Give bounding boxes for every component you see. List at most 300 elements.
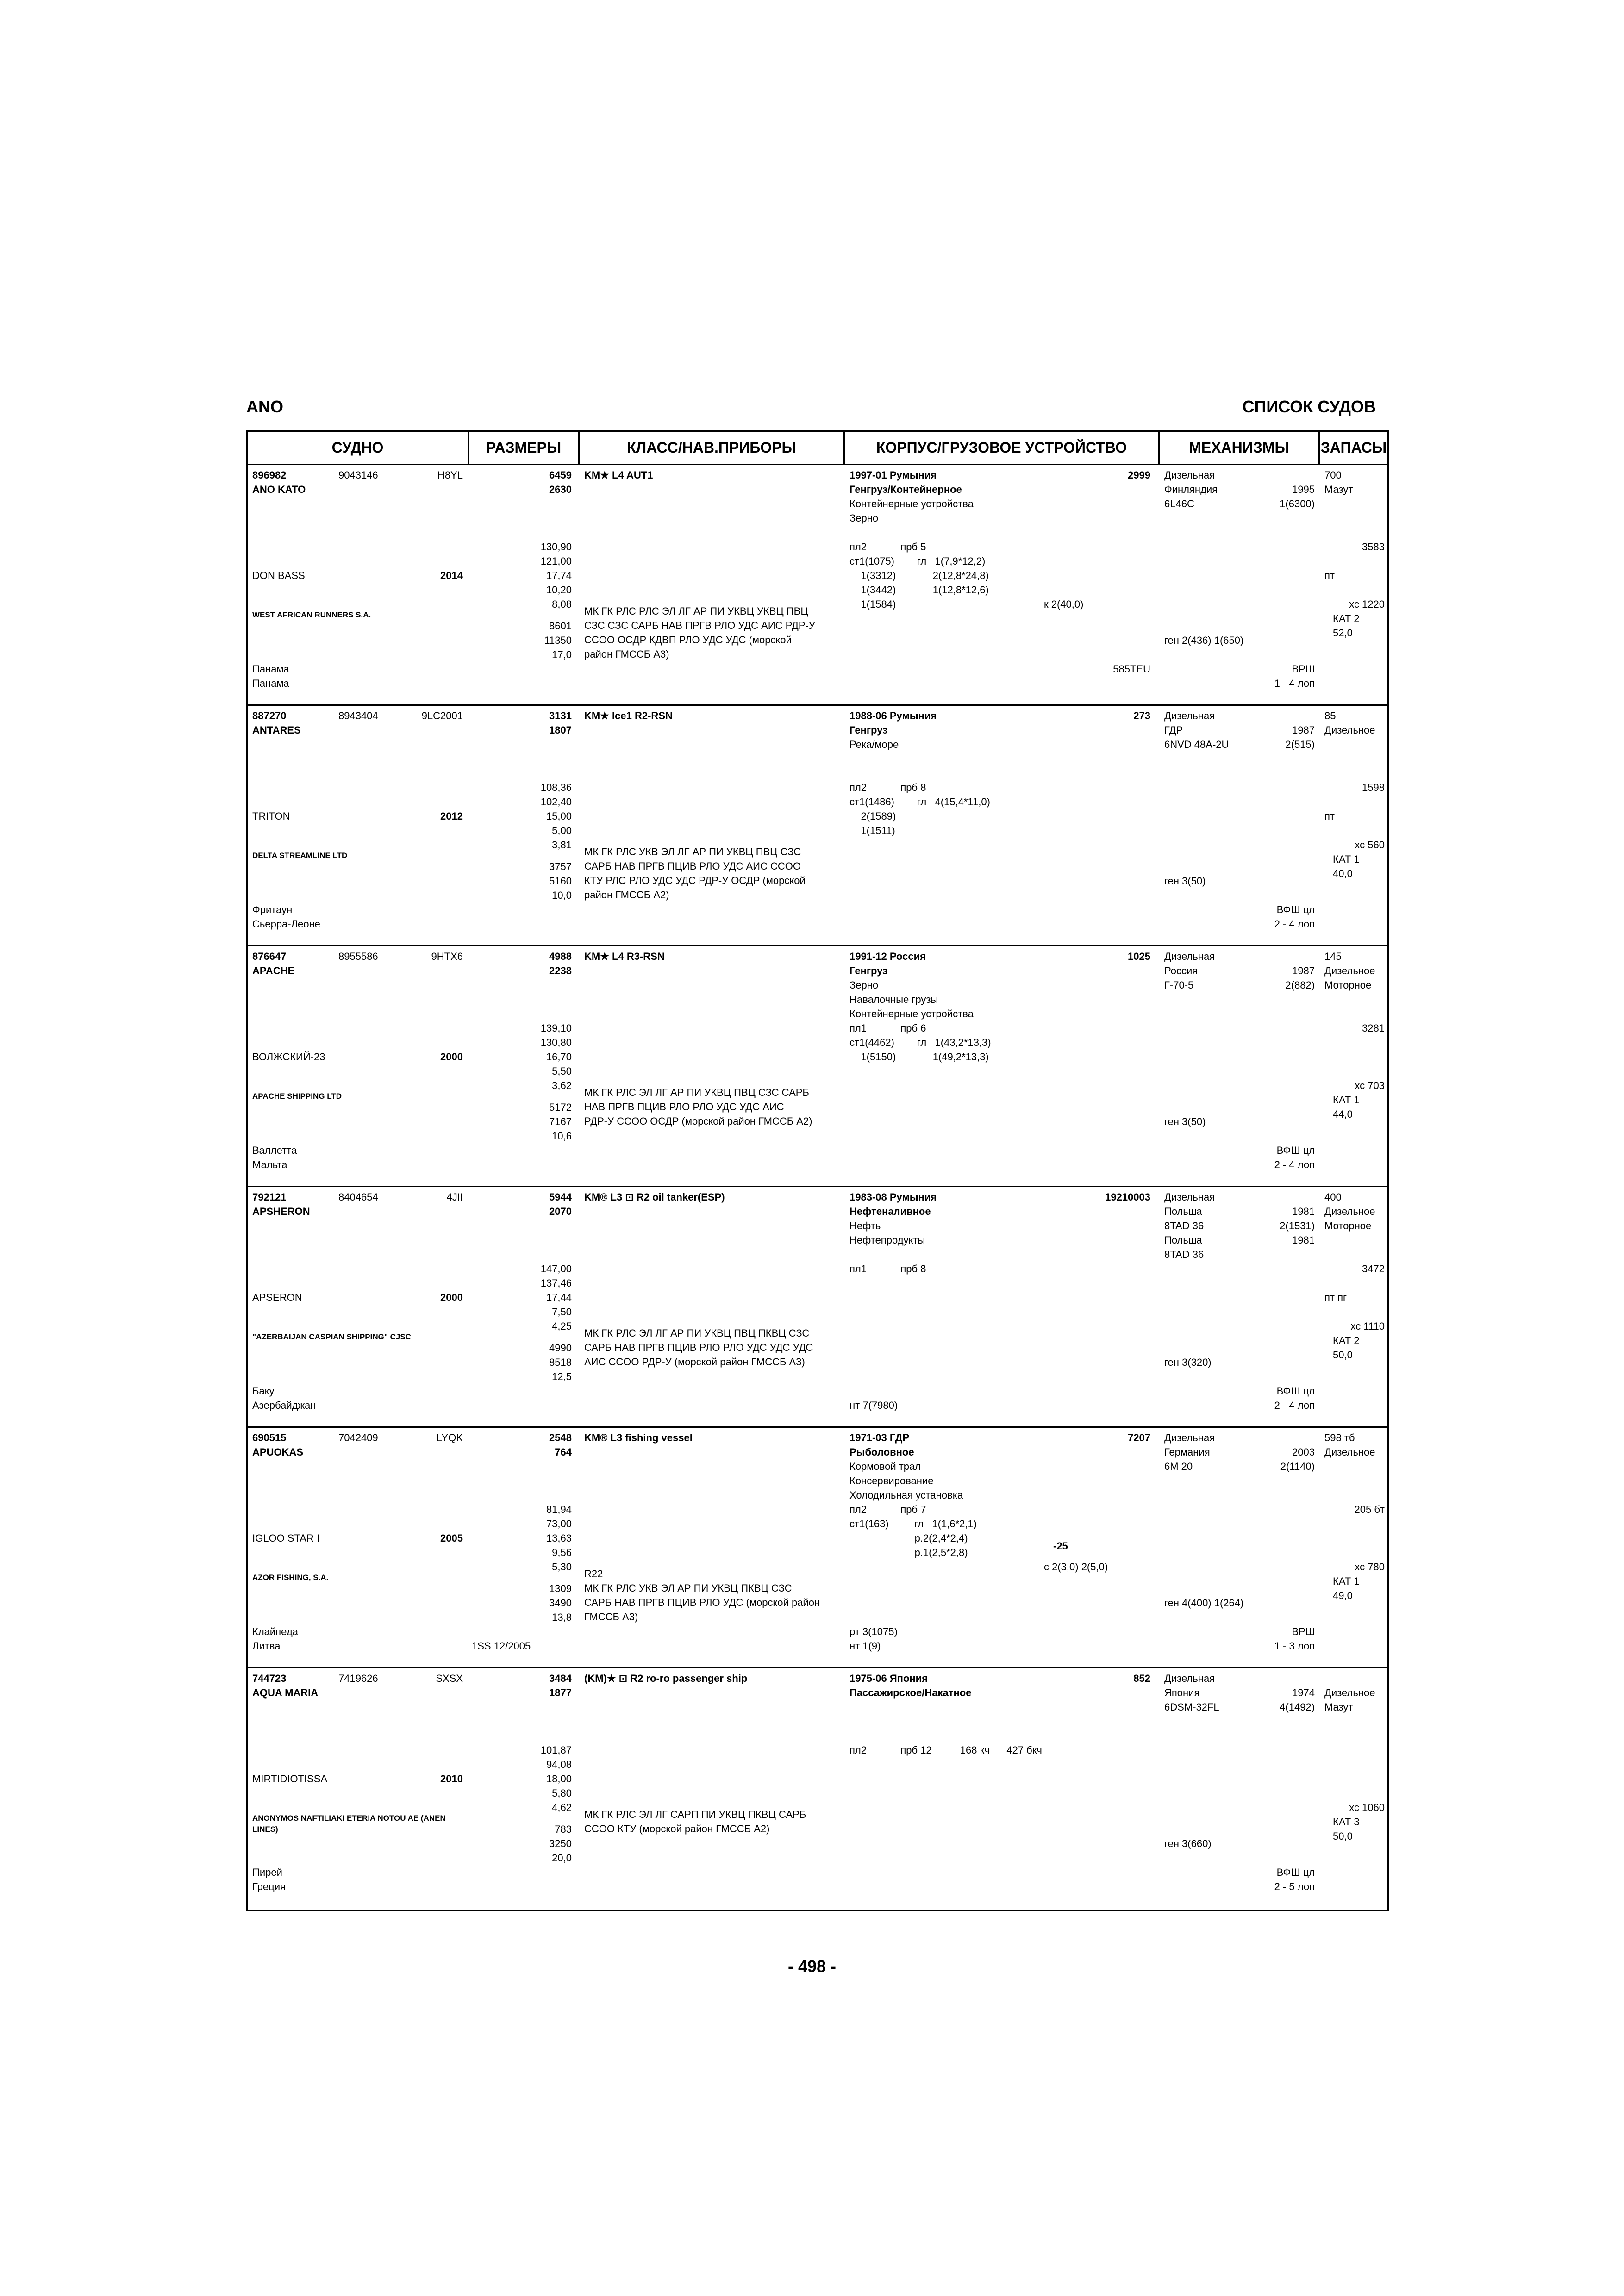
draught: 5,30 xyxy=(552,1561,572,1573)
flag-state: Литва xyxy=(252,1640,281,1652)
fuel-type: Мазут xyxy=(1324,484,1353,495)
port-of-registry: Валлетта xyxy=(252,1145,297,1156)
deadweight: 4990 xyxy=(549,1342,572,1354)
build-date-country: 1988-06 Румыния xyxy=(849,710,937,722)
category: КАТ 1 xyxy=(1333,1575,1360,1587)
pump-codes: пт xyxy=(1324,810,1335,822)
ship-owner: DELTA STREAMLINE LTD xyxy=(252,851,348,860)
former-name: APSERON xyxy=(252,1292,302,1303)
nav-equipment-line: САРБ НАВ ПРГВ ПЦИВ РЛО УДС АИС СCОО xyxy=(584,860,801,872)
displacement: 7167 xyxy=(549,1116,572,1127)
nav-equipment xyxy=(584,1085,812,1128)
nav-equipment-line: АИС СCОО РДР-У (морской район ГМССБ А3) xyxy=(584,1356,805,1368)
reg-number: 896982 xyxy=(252,469,287,481)
cargo-extra: -25 xyxy=(1053,1540,1068,1552)
cargo-holds-line: пл2 прб 12 168 кч 427 бкч xyxy=(849,1744,1042,1756)
hull-type-line: Река/море xyxy=(849,739,899,750)
cargo-holds-line: р.2(2,4*2,4) xyxy=(849,1532,968,1544)
cargo-holds-line: 1(3442) 1(12,8*12,6) xyxy=(849,584,989,596)
category-value: 49,0 xyxy=(1333,1590,1353,1601)
gross-tonnage: 3484 xyxy=(549,1673,572,1684)
engine-type: Дизельная xyxy=(1164,469,1215,481)
engine-model: 6L46C xyxy=(1164,498,1194,510)
yard-number: 273 xyxy=(1133,710,1150,722)
engine-type: Дизельная xyxy=(1164,1673,1215,1684)
ship-owner: APACHE SHIPPING LTD xyxy=(252,1092,342,1101)
nav-equipment-line: СЗС СЗС САРБ НАВ ПРГВ РЛО УДС АИС РДР-У xyxy=(584,620,815,631)
net-tonnage: 2070 xyxy=(549,1206,572,1217)
col-header-ship: СУДНО xyxy=(248,432,469,465)
breadth: 15,00 xyxy=(546,810,572,822)
displacement: 5160 xyxy=(549,875,572,887)
hull-type-line: Зерно xyxy=(849,512,879,524)
port-of-registry: Клайпеда xyxy=(252,1626,298,1637)
hull-type xyxy=(849,964,974,1021)
refrigeration: хс 1220 xyxy=(1349,598,1385,610)
reg-number: 690515 xyxy=(252,1432,287,1444)
propeller: ВРШ xyxy=(1292,663,1315,675)
ship-name: AQUA MARIA xyxy=(252,1687,319,1699)
hull-type xyxy=(849,723,899,752)
propeller: ВФШ цл xyxy=(1276,1145,1315,1156)
hull-type-line: Пассажирское/Накатное xyxy=(849,1687,972,1699)
length-pp: 102,40 xyxy=(540,796,572,808)
cargo-holds xyxy=(849,1502,977,1560)
supply-capacity: 3583 xyxy=(1362,541,1385,553)
propeller-blades: 2 - 4 лоп xyxy=(1274,918,1315,930)
engine-model: 6M 20 xyxy=(1164,1461,1193,1472)
supply-capacity: 3281 xyxy=(1362,1022,1385,1034)
imo-number: 8955586 xyxy=(338,951,378,962)
nav-equipment-line: СCОО ОСДР КДВП РЛО УДС УДС (морской xyxy=(584,634,792,646)
former-name-year: 2005 xyxy=(440,1532,463,1544)
cargo-footer-2: нт 1(9) xyxy=(849,1640,881,1652)
reg-number: 887270 xyxy=(252,710,287,722)
yard-number: 7207 xyxy=(1128,1432,1150,1444)
speed: 13,8 xyxy=(552,1612,572,1623)
gross-tonnage: 4988 xyxy=(549,951,572,962)
hull-type-line: Контейнерные устройства xyxy=(849,1008,974,1020)
ship-owner: AZOR FISHING, S.A. xyxy=(252,1573,329,1582)
cargo-holds-line: 1(1511) xyxy=(849,825,895,836)
depth: 5,80 xyxy=(552,1787,572,1799)
breadth: 16,70 xyxy=(546,1051,572,1063)
category: КАТ 1 xyxy=(1333,1094,1360,1106)
imo-number: 9043146 xyxy=(338,469,378,481)
engine-year: 1995 xyxy=(1292,484,1315,495)
former-name-year: 2000 xyxy=(440,1292,463,1303)
fuel-amount: 598 тб xyxy=(1324,1432,1355,1444)
build-date-country: 1975-06 Япония xyxy=(849,1673,928,1684)
net-tonnage: 1807 xyxy=(549,724,572,736)
fuel-type: Дизельное xyxy=(1324,724,1375,736)
engine2-country: Польша xyxy=(1164,1234,1202,1246)
nav-equipment-line: САРБ НАВ ПРГВ ПЦИВ РЛО РЛО УДС УДС УДС xyxy=(584,1342,813,1353)
imo-number: 7042409 xyxy=(338,1432,378,1444)
propeller-blades: 2 - 4 лоп xyxy=(1274,1400,1315,1411)
cargo-holds-line: р.1(2,5*2,8) xyxy=(849,1547,968,1558)
engine-year: 2003 xyxy=(1292,1446,1315,1458)
hull-type-line: Нефтеналивное xyxy=(849,1206,931,1217)
cargo-footer-2: нт 7(7980) xyxy=(849,1400,898,1411)
reg-number: 792121 xyxy=(252,1191,287,1203)
call-sign: 4JII xyxy=(446,1191,463,1203)
length-pp: 121,00 xyxy=(540,555,572,567)
cargo-holds xyxy=(849,780,990,838)
cargo-holds-line: ст1(163) гл 1(1,6*2,1) xyxy=(849,1518,977,1530)
nav-equipment-line: НАВ ПРГВ ПЦИВ РЛО РЛО УДС УДС АИС xyxy=(584,1101,784,1113)
fuel-type-2: Моторное xyxy=(1324,979,1372,991)
length-overall: 101,87 xyxy=(540,1744,572,1756)
class-notation: KM® L3 ⊡ R2 oil tanker(ESP) xyxy=(584,1191,725,1203)
displacement: 3250 xyxy=(549,1838,572,1849)
hull-type-line: Навалочные грузы xyxy=(849,994,938,1005)
class-notation: KM★ L4 AUT1 xyxy=(584,469,653,481)
deadweight: 3757 xyxy=(549,861,572,872)
flag-state: Мальта xyxy=(252,1159,287,1170)
nav-equipment-line: МК ГК РЛС ЭЛ ЛГ САРП ПИ УКВЦ ПКВЦ САРБ xyxy=(584,1809,806,1820)
draught: 8,08 xyxy=(552,598,572,610)
engine-type: Дизельная xyxy=(1164,951,1215,962)
port-of-registry: Панама xyxy=(252,663,289,675)
ship-owner: "AZERBAIJAN CASPIAN SHIPPING" CJSC xyxy=(252,1332,411,1341)
former-name: IGLOO STAR I xyxy=(252,1532,320,1544)
cargo-holds-line: ст1(4462) гл 1(43,2*13,3) xyxy=(849,1037,991,1048)
nav-equipment-line: МК ГК РЛС ЭЛ ЛГ АР ПИ УКВЦ ПВЦ ПКВЦ СЗС xyxy=(584,1327,810,1339)
fuel-type: Дизельное xyxy=(1324,1687,1375,1699)
net-tonnage: 2630 xyxy=(549,484,572,495)
former-name: MIRTIDIOTISSA xyxy=(252,1773,328,1785)
supply-capacity: 205 бт xyxy=(1354,1504,1385,1515)
ship-record xyxy=(248,1428,1387,1668)
depth: 5,00 xyxy=(552,825,572,836)
propeller: ВФШ цл xyxy=(1276,1385,1315,1397)
generators: ген 3(50) xyxy=(1164,1116,1206,1127)
class-notation: KM® L3 fishing vessel xyxy=(584,1432,693,1444)
ship-name: APUOKAS xyxy=(252,1446,304,1458)
build-date-country: 1983-08 Румыния xyxy=(849,1191,937,1203)
engine-model: 8TAD 36 xyxy=(1164,1220,1204,1232)
build-date-country: 1991-12 Россия xyxy=(849,951,926,962)
fuel-amount: 400 xyxy=(1324,1191,1342,1203)
engine-type: Дизельная xyxy=(1164,710,1215,722)
former-name: TRITON xyxy=(252,810,290,822)
cargo-holds xyxy=(849,1262,926,1276)
nav-equipment-line: МК ГК РЛС УКВ ЭЛ АР ПИ УКВЦ ПКВЦ СЗС xyxy=(584,1582,792,1594)
generators: ген 4(400) 1(264) xyxy=(1164,1597,1244,1609)
fuel-amount: 85 xyxy=(1324,710,1336,722)
engine-type: Дизельная xyxy=(1164,1191,1215,1203)
nav-equipment-line: МК ГК РЛС РЛС ЭЛ ЛГ АР ПИ УКВЦ УКВЦ ПВЦ xyxy=(584,605,808,617)
hull-type-line: Генгруз xyxy=(849,965,888,977)
fuel-type: Дизельное xyxy=(1324,1206,1375,1217)
col-header-machinery: МЕХАНИЗМЫ xyxy=(1160,432,1320,465)
fuel-amount: 700 xyxy=(1324,469,1342,481)
hull-type xyxy=(849,1204,931,1247)
net-tonnage: 1877 xyxy=(549,1687,572,1699)
class-notation: (KM)★ ⊡ R2 ro-ro passenger ship xyxy=(584,1673,748,1684)
category: КАТ 1 xyxy=(1333,853,1360,865)
generators: ген 3(660) xyxy=(1164,1838,1212,1849)
refrigeration: хс 1110 xyxy=(1350,1320,1385,1332)
page-number: - 498 - xyxy=(787,1957,837,1976)
cargo-holds-line: 1(5150) 1(49,2*13,3) xyxy=(849,1051,989,1063)
hull-type xyxy=(849,1686,971,1700)
col-header-class: КЛАСС/НАВ.ПРИБОРЫ xyxy=(580,432,845,465)
gross-tonnage: 6459 xyxy=(549,469,572,481)
engine-country: Германия xyxy=(1164,1446,1210,1458)
length-pp: 130,80 xyxy=(540,1037,572,1048)
hull-type-line: Консервирование xyxy=(849,1475,934,1487)
cargo-holds xyxy=(849,1021,991,1064)
nav-equipment-line: район ГМССБ А3) xyxy=(584,648,669,660)
deadweight: 783 xyxy=(555,1823,572,1835)
cargo-holds-line: пл2 прб 7 xyxy=(849,1504,926,1515)
draught: 3,62 xyxy=(552,1080,572,1091)
cargo-holds-line: ст1(1075) гл 1(7,9*12,2) xyxy=(849,555,986,567)
generators: ген 3(320) xyxy=(1164,1356,1212,1368)
cargo-holds-line: 1(3312) 2(12,8*24,8) xyxy=(849,570,989,581)
refrigeration: хс 560 xyxy=(1355,839,1385,851)
engine-power: 1(6300) xyxy=(1280,498,1315,510)
category-value: 50,0 xyxy=(1333,1349,1353,1361)
class-notation: KM★ Ice1 R2-RSN xyxy=(584,710,673,722)
col-header-supplies: ЗАПАСЫ xyxy=(1320,432,1387,465)
hull-type-line: Холодильная установка xyxy=(849,1489,963,1501)
running-header-right: СПИСОК СУДОВ xyxy=(1242,397,1376,416)
hull-type xyxy=(849,1445,963,1502)
gross-tonnage: 2548 xyxy=(549,1432,572,1444)
cargo-holds-line: 2(1589) xyxy=(849,810,896,822)
former-name-year: 2012 xyxy=(440,810,463,822)
nav-equipment-line: РДР-У СCОО ОСДР (морской район ГМССБ А2) xyxy=(584,1115,812,1127)
fuel-type-2: Моторное xyxy=(1324,1220,1372,1232)
net-tonnage: 2238 xyxy=(549,965,572,977)
length-overall: 147,00 xyxy=(540,1263,572,1275)
nav-equipment xyxy=(584,604,815,661)
supply-capacity: 3472 xyxy=(1362,1263,1385,1275)
ship-name: ANO KATO xyxy=(252,484,306,495)
hull-type-line: Рыболовное xyxy=(849,1446,914,1458)
depth: 9,56 xyxy=(552,1547,572,1558)
speed: 17,0 xyxy=(552,649,572,660)
reg-number: 876647 xyxy=(252,951,287,962)
engine-year: 1974 xyxy=(1292,1687,1315,1699)
build-date-country: 1971-03 ГДР xyxy=(849,1432,910,1444)
engine-model: 6NVD 48A-2U xyxy=(1164,739,1229,750)
port-of-registry: Пирей xyxy=(252,1867,282,1878)
former-name-year: 2014 xyxy=(440,570,463,581)
length-pp: 73,00 xyxy=(546,1518,572,1530)
propeller: ВФШ цл xyxy=(1276,1867,1315,1878)
cargo-footer-1: рт 3(1075) xyxy=(849,1626,898,1637)
speed: 10,6 xyxy=(552,1130,572,1142)
length-overall: 81,94 xyxy=(546,1504,572,1515)
pump-codes: пт xyxy=(1324,570,1335,581)
imo-number: 7419626 xyxy=(338,1673,378,1684)
engine2-model: 8TAD 36 xyxy=(1164,1249,1204,1260)
port-of-registry: Фритаун xyxy=(252,904,293,915)
length-overall: 130,90 xyxy=(540,541,572,553)
former-name-year: 2010 xyxy=(440,1773,463,1785)
engine2-year: 1981 xyxy=(1292,1234,1315,1246)
speed: 20,0 xyxy=(552,1852,572,1864)
engine-country: ГДР xyxy=(1164,724,1183,736)
propeller-blades: 2 - 5 лоп xyxy=(1274,1881,1315,1892)
yard-number: 852 xyxy=(1133,1673,1150,1684)
breadth: 17,74 xyxy=(546,570,572,581)
hull-type-line: Контейнерные устройства xyxy=(849,498,974,510)
teu-capacity: 585TEU xyxy=(1113,663,1150,675)
engine-year: 1987 xyxy=(1292,724,1315,736)
fuel-type: Дизельное xyxy=(1324,1446,1375,1458)
col-header-hull: КОРПУС/ГРУЗОВОЕ УСТРОЙСТВО xyxy=(845,432,1160,465)
engine-year: 1987 xyxy=(1292,965,1315,977)
propeller-blades: 1 - 3 лоп xyxy=(1274,1640,1315,1652)
speed: 12,5 xyxy=(552,1371,572,1382)
engine-power: 2(882) xyxy=(1285,979,1315,991)
ship-record xyxy=(248,706,1387,946)
category-value: 52,0 xyxy=(1333,627,1353,639)
call-sign: LYQK xyxy=(436,1432,463,1444)
engine-year: 1981 xyxy=(1292,1206,1315,1217)
engine-country: Япония xyxy=(1164,1687,1200,1699)
cargo-holds-line: ст1(1486) гл 4(15,4*11,0) xyxy=(849,796,990,808)
port-of-registry: Баку xyxy=(252,1385,275,1397)
former-name-year: 2000 xyxy=(440,1051,463,1063)
length-overall: 108,36 xyxy=(540,782,572,793)
hull-type xyxy=(849,482,974,525)
speed: 10,0 xyxy=(552,890,572,901)
cranes: к 2(40,0) xyxy=(1044,598,1084,610)
ship-owner: ANONYMOS NAFTILIAKI ETERIA NOTOU AE (ANEN LINES) xyxy=(252,1814,446,1834)
ship-name: APSHERON xyxy=(252,1206,310,1217)
reg-number: 744723 xyxy=(252,1673,287,1684)
depth: 5,50 xyxy=(552,1065,572,1077)
deadweight: 8601 xyxy=(549,620,572,632)
hull-type-line: Нефть xyxy=(849,1220,881,1232)
nav-equipment-line: ГМССБ А3) xyxy=(584,1611,638,1623)
nav-equipment-line: МК ГК РЛС ЭЛ ЛГ АР ПИ УКВЦ ПВЦ СЗС САРБ xyxy=(584,1087,809,1098)
cargo-holds-line: пл1 прб 8 xyxy=(849,1263,926,1275)
call-sign: SXSX xyxy=(436,1673,463,1684)
flag-state: Панама xyxy=(252,678,289,689)
fuel-type-2: Мазут xyxy=(1324,1701,1353,1713)
call-sign: 9LC2001 xyxy=(421,710,463,722)
propeller: ВФШ цл xyxy=(1276,904,1315,915)
engine-power: 4(1492) xyxy=(1280,1701,1315,1713)
propeller-blades: 1 - 4 лоп xyxy=(1274,678,1315,689)
ship-register-table xyxy=(246,430,1389,1911)
call-sign: H8YL xyxy=(437,469,463,481)
hull-type-line: Зерно xyxy=(849,979,879,991)
deadweight: 5172 xyxy=(549,1101,572,1113)
col-header-dimensions: РАЗМЕРЫ xyxy=(469,432,580,465)
ship-record xyxy=(248,1668,1387,1910)
pump-codes: пт пг xyxy=(1324,1292,1347,1303)
length-overall: 139,10 xyxy=(540,1022,572,1034)
yard-number: 2999 xyxy=(1128,469,1150,481)
category: КАТ 2 xyxy=(1333,1335,1360,1346)
hull-type-line: Кормовой трал xyxy=(849,1461,921,1472)
category: КАТ 3 xyxy=(1333,1816,1360,1828)
fuel-type: Дизельное xyxy=(1324,965,1375,977)
cargo-holds xyxy=(849,1743,1042,1757)
hull-type-line: Нефтепродукты xyxy=(849,1234,925,1246)
nav-equipment xyxy=(584,1326,813,1369)
nav-equipment-line: район ГМССБ А2) xyxy=(584,889,669,901)
nav-equipment xyxy=(584,845,806,902)
supply-capacity: 1598 xyxy=(1362,782,1385,793)
yard-number: 1025 xyxy=(1128,951,1150,962)
displacement: 11350 xyxy=(544,635,572,646)
gross-tonnage: 5944 xyxy=(549,1191,572,1203)
imo-number: 8404654 xyxy=(338,1191,378,1203)
cargo-holds-line: пл2 прб 8 xyxy=(849,782,926,793)
flag-state: Азербайджан xyxy=(252,1400,316,1411)
ship-name: APACHE xyxy=(252,965,295,977)
depth: 7,50 xyxy=(552,1306,572,1318)
former-name: ВОЛЖСКИЙ-23 xyxy=(252,1051,325,1063)
build-date-country: 1997-01 Румыния xyxy=(849,469,937,481)
engine-model: 6DSM-32FL xyxy=(1164,1701,1219,1713)
generators: ген 3(50) xyxy=(1164,875,1206,887)
nav-equipment-line: САРБ НАВ ПРГВ ПЦИВ РЛО УДС (морской район xyxy=(584,1597,820,1608)
engine-country: Финляндия xyxy=(1164,484,1218,495)
propeller-blades: 2 - 4 лоп xyxy=(1274,1159,1315,1170)
survey-note: 1SS 12/2005 xyxy=(472,1640,531,1652)
ship-record xyxy=(248,1187,1387,1428)
nav-equipment-line: МК ГК РЛС УКВ ЭЛ ЛГ АР ПИ УКВЦ ПВЦ СЗС xyxy=(584,846,801,858)
yard-number: 19210003 xyxy=(1105,1191,1150,1203)
length-pp: 94,08 xyxy=(546,1759,572,1770)
class-notation: KM★ L4 R3-RSN xyxy=(584,951,665,962)
engine-model: Г-70-5 xyxy=(1164,979,1194,991)
displacement: 3490 xyxy=(549,1597,572,1609)
flag-state: Греция xyxy=(252,1881,286,1892)
depth: 10,20 xyxy=(546,584,572,596)
gross-tonnage: 3131 xyxy=(549,710,572,722)
nav-equipment-line: КТУ РЛС РЛО УДС УДС РДР-У ОСДР (морской xyxy=(584,875,806,886)
refrigeration: хс 703 xyxy=(1355,1080,1385,1091)
breadth: 18,00 xyxy=(546,1773,572,1785)
net-tonnage: 764 xyxy=(555,1446,572,1458)
engine-power: 2(515) xyxy=(1285,739,1315,750)
draught: 3,81 xyxy=(552,839,572,851)
draught: 4,25 xyxy=(552,1320,572,1332)
ship-owner: WEST AFRICAN RUNNERS S.A. xyxy=(252,610,371,619)
category-value: 44,0 xyxy=(1333,1108,1353,1120)
engine-country: Польша xyxy=(1164,1206,1202,1217)
engine-power: 2(1140) xyxy=(1280,1461,1315,1472)
refrigeration: хс 1060 xyxy=(1349,1802,1385,1813)
engine-type: Дизельная xyxy=(1164,1432,1215,1444)
propeller: ВРШ xyxy=(1292,1626,1315,1637)
refrigeration: хс 780 xyxy=(1355,1561,1385,1573)
deadweight: 1309 xyxy=(549,1583,572,1594)
former-name: DON BASS xyxy=(252,570,305,581)
generators: ген 2(436) 1(650) xyxy=(1164,635,1244,646)
flag-state: Сьерра-Леоне xyxy=(252,918,320,930)
cargo-holds-line: пл1 прб 6 xyxy=(849,1022,926,1034)
engine-power: 2(1531) xyxy=(1280,1220,1315,1232)
ship-record xyxy=(248,465,1387,706)
length-pp: 137,46 xyxy=(540,1277,572,1289)
running-header-left: ANO xyxy=(246,397,283,416)
category-value: 50,0 xyxy=(1333,1830,1353,1842)
cranes: с 2(3,0) 2(5,0) xyxy=(1044,1561,1108,1573)
fuel-amount: 145 xyxy=(1324,951,1342,962)
